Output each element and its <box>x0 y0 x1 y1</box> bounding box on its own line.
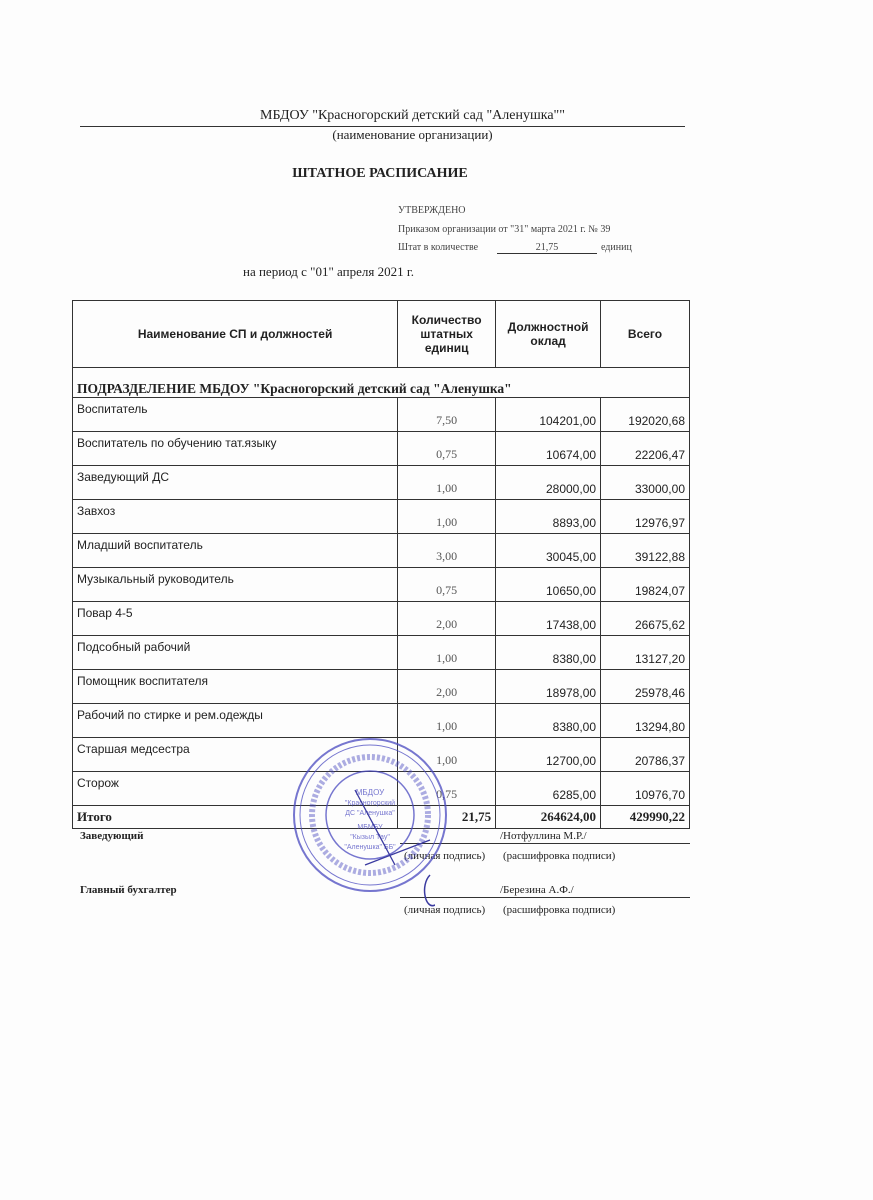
table-header <box>73 301 690 368</box>
salary: 28000,00 <box>496 466 601 500</box>
table-row <box>73 398 690 432</box>
position-name: Помощник воспитателя <box>73 670 398 704</box>
salary: 30045,00 <box>496 534 601 568</box>
organization-name: МБДОУ "Красногорский детский сад "Аленушка"" <box>80 108 685 127</box>
total: 192020,68 <box>601 398 690 432</box>
head-name: /Нотфуллина М.Р./ <box>500 830 587 842</box>
svg-text:МБМБУ: МБМБУ <box>357 824 383 831</box>
total: 20786,37 <box>601 738 690 772</box>
position-name: Заведующий ДС <box>73 466 398 500</box>
table-row <box>73 500 690 534</box>
salary: 10674,00 <box>496 432 601 466</box>
staff-units: 1,00 <box>398 704 496 738</box>
position-name: Воспитатель <box>73 398 398 432</box>
salary: 104201,00 <box>496 398 601 432</box>
table-row <box>73 670 690 704</box>
staff-unit: единиц <box>601 242 632 253</box>
position-name: Сторож <box>73 772 398 806</box>
staff-units: 1,00 <box>398 738 496 772</box>
total: 26675,62 <box>601 602 690 636</box>
svg-text:ДС "Аленушка": ДС "Аленушка" <box>345 810 395 817</box>
total: 12976,97 <box>601 500 690 534</box>
position-name: Младший воспитатель <box>73 534 398 568</box>
svg-text:"Аленушка" ББ": "Аленушка" ББ" <box>344 844 396 851</box>
column-header-name: Наименование СП и должностей <box>73 301 398 368</box>
accountant-name: /Березина А.Ф./ <box>500 884 574 896</box>
total: 39122,88 <box>601 534 690 568</box>
salary: 10650,00 <box>496 568 601 602</box>
table-row <box>73 704 690 738</box>
staff-units: 0,75 <box>398 568 496 602</box>
total: 22206,47 <box>601 432 690 466</box>
period-text: на период с "01" апреля 2021 г. <box>243 264 414 279</box>
position-name: Рабочий по стирке и рем.одежды <box>73 704 398 738</box>
accountant-signature-line <box>400 897 690 898</box>
svg-text:"Красногорский: "Красногорский <box>344 800 396 807</box>
accountant-label: Главный бухгалтер <box>80 884 177 896</box>
column-header-total: Всего <box>601 301 690 368</box>
table-row <box>73 432 690 466</box>
handwritten-signatures <box>335 770 435 920</box>
total: 13127,20 <box>601 636 690 670</box>
head-signature-caption: (личная подпись) <box>404 850 486 862</box>
head-decode-caption: (расшифровка подписи) <box>503 850 616 862</box>
total: 10976,70 <box>601 772 690 806</box>
table-row <box>73 568 690 602</box>
total-label: Итого <box>73 806 398 829</box>
section-row <box>73 368 690 398</box>
salary: 8380,00 <box>496 636 601 670</box>
accountant-decode-caption: (расшифровка подписи) <box>503 904 616 916</box>
salary: 6285,00 <box>496 772 601 806</box>
position-name: Завхоз <box>73 500 398 534</box>
staff-units: 2,00 <box>398 670 496 704</box>
salary: 12700,00 <box>496 738 601 772</box>
staff-units: 7,50 <box>398 398 496 432</box>
total: 13294,80 <box>601 704 690 738</box>
table-row <box>73 534 690 568</box>
staff-label: Штат в количестве <box>398 242 479 253</box>
staff-units: 0,75 <box>398 772 496 806</box>
staff-value: 21,75 <box>497 242 597 254</box>
total: 19824,07 <box>601 568 690 602</box>
total-qty: 21,75 <box>398 806 496 829</box>
table-row <box>73 466 690 500</box>
accountant-signature-caption: (личная подпись) <box>404 904 486 916</box>
organization-caption: (наименование организации) <box>332 127 493 142</box>
column-header-qty: Количество штатных единиц <box>398 301 496 368</box>
staff-units: 3,00 <box>398 534 496 568</box>
position-name: Воспитатель по обучению тат.языку <box>73 432 398 466</box>
staff-units: 1,00 <box>398 636 496 670</box>
staff-units: 2,00 <box>398 602 496 636</box>
position-name: Музыкальный руководитель <box>73 568 398 602</box>
total: 25978,46 <box>601 670 690 704</box>
salary: 18978,00 <box>496 670 601 704</box>
order-text: Приказом организации от "31" марта 2021 г. № 39 <box>398 224 611 235</box>
approved-label: УТВЕРЖДЕНО <box>398 205 466 216</box>
total: 33000,00 <box>601 466 690 500</box>
staff-units: 0,75 <box>398 432 496 466</box>
head-label: Заведующий <box>80 830 144 842</box>
staff-units: 1,00 <box>398 500 496 534</box>
staff-units: 1,00 <box>398 466 496 500</box>
svg-text:"Кызыл Тау": "Кызыл Тау" <box>350 834 390 841</box>
total-salary: 264624,00 <box>496 806 601 829</box>
salary: 8380,00 <box>496 704 601 738</box>
position-name: Подсобный рабочий <box>73 636 398 670</box>
column-header-salary: Должностной оклад <box>496 301 601 368</box>
svg-text:МБДОУ: МБДОУ <box>355 788 385 797</box>
position-name: Старшая медсестра <box>73 738 398 772</box>
salary: 8893,00 <box>496 500 601 534</box>
salary: 17438,00 <box>496 602 601 636</box>
section-title: ПОДРАЗДЕЛЕНИЕ МБДОУ "Красногорский детский сад "Аленушка" <box>73 368 690 398</box>
document-title: ШТАТНОЕ РАСПИСАНИЕ <box>292 166 468 181</box>
total-sum: 429990,22 <box>601 806 690 829</box>
table-row <box>73 602 690 636</box>
table-row <box>73 636 690 670</box>
position-name: Повар 4-5 <box>73 602 398 636</box>
